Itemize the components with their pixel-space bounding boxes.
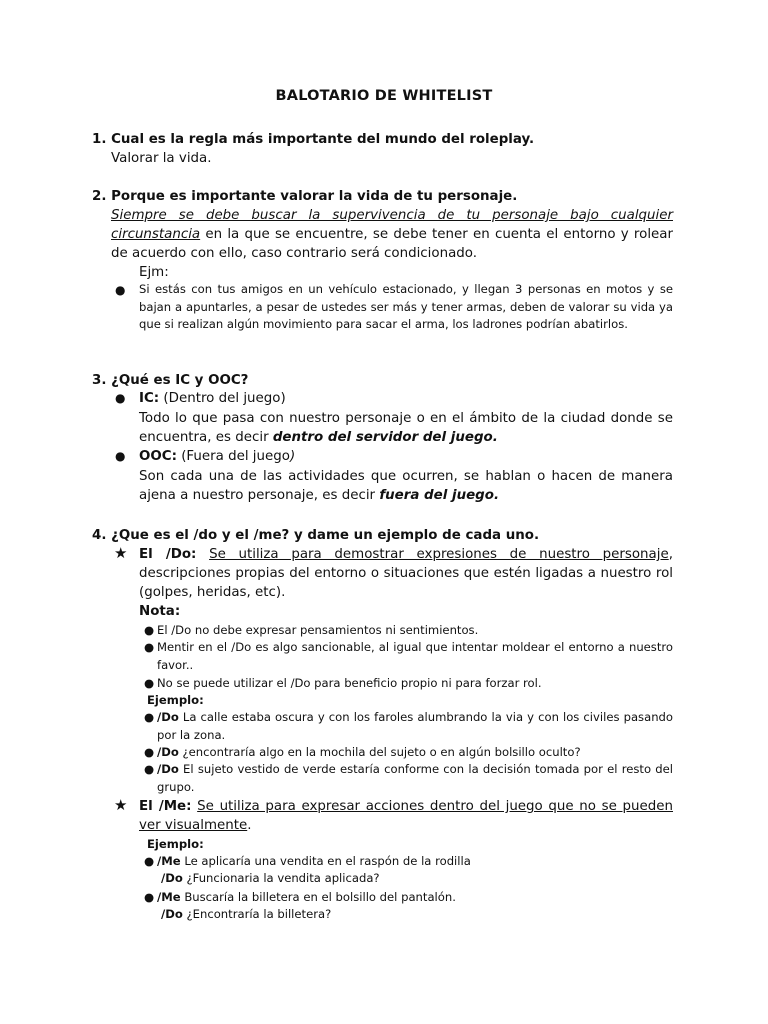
- do-definition: [139, 545, 673, 602]
- ooc-paren: ): [289, 449, 296, 464]
- me-example: [157, 889, 673, 907]
- star-icon: ★: [114, 544, 128, 562]
- ic-heading: [139, 389, 673, 408]
- me-example-followup-text: ¿Funcionaria la vendita aplicada?: [182, 871, 380, 885]
- ooc-text: [139, 467, 673, 505]
- me-example-followup: [161, 870, 673, 888]
- do-definition-underlined: Se utiliza para demostrar expresiones de nuestro personaje: [209, 547, 669, 562]
- answer-2-emphasis: Siempre se debe buscar la supervivencia de tu personaje bajo cualquier circunstancia: [111, 208, 673, 242]
- bullet-icon: ●: [144, 710, 155, 724]
- do-example-text: ¿encontraría algo en la mochila del sujeto o en algún bolsillo oculto?: [178, 745, 581, 759]
- question-2: 2. Porque es importante valorar la vida de tu personaje.: [92, 189, 518, 204]
- bullet-icon: ●: [115, 391, 126, 405]
- me-definition: [139, 797, 673, 835]
- ooc-term: OOC:: [139, 449, 177, 464]
- ooc-text-body: Son cada una de las actividades que ocurren, se hablan o hacen de manera ajena a nuestro personaje, es decir: [139, 469, 673, 503]
- cmd-do: /Do: [157, 762, 179, 776]
- answer-2-rest: en la que se encuentre, se debe tener en cuenta el entorno y rolear de acuerdo con ello, caso contrario será condicionado.: [111, 227, 673, 261]
- bullet-icon: ●: [144, 762, 155, 776]
- do-term: El /Do:: [139, 547, 197, 562]
- cmd-do: /Do: [161, 907, 183, 921]
- ic-definition: (Dentro del juego): [159, 391, 286, 406]
- ic-text: [139, 409, 673, 447]
- me-definition-rest: .: [247, 818, 252, 833]
- me-example-text: Buscaría la billetera en el bolsillo del pantalón.: [180, 890, 456, 904]
- cmd-me: /Me: [157, 890, 181, 904]
- ooc-definition: (Fuera del juego: [176, 449, 290, 464]
- cmd-do: /Do: [157, 710, 179, 724]
- example-label: Ejm:: [139, 265, 169, 280]
- answer-1: Valorar la vida.: [111, 151, 212, 166]
- nota-item: Mentir en el /Do es algo sancionable, al igual que intentar moldear el entorno a nuestro favor..: [157, 640, 673, 672]
- do-definition-rest: , descripciones propias del entorno o situaciones que estén ligadas a nuestro rol (golpes, heridas, etc).: [139, 547, 673, 600]
- cmd-me: /Me: [157, 854, 181, 868]
- ooc-text-emphasis: fuera del juego.: [379, 488, 500, 503]
- do-example-text: La calle estaba oscura y con los faroles alumbrando la via y con los civiles pasando por la zona.: [157, 710, 673, 742]
- ejemplo-label: Ejemplo:: [147, 693, 204, 707]
- do-example: [157, 744, 673, 762]
- me-example-text: Le aplicaría una vendita en el raspón de la rodilla: [180, 854, 471, 868]
- me-example: [157, 853, 673, 871]
- bullet-icon: ●: [144, 854, 155, 868]
- nota-item: El /Do no debe expresar pensamientos ni sentimientos.: [157, 623, 479, 637]
- me-definition-underlined: Se utiliza para expresar acciones dentro del juego que no se pueden ver visualmente: [139, 799, 673, 833]
- me-example-followup: [161, 906, 673, 924]
- bullet-icon: ●: [144, 890, 155, 904]
- ic-term: IC:: [139, 391, 160, 406]
- me-term: El /Me:: [139, 799, 192, 814]
- bullet-icon: ●: [144, 745, 155, 759]
- bullet-icon: ●: [115, 283, 126, 297]
- document-title: BALOTARIO DE WHITELIST: [275, 88, 493, 104]
- ic-text-emphasis: dentro del servidor del juego.: [272, 430, 498, 445]
- answer-2: [111, 206, 673, 263]
- ic-text-body: Todo lo que pasa con nuestro personaje o en el ámbito de la ciudad donde se encuentra, es decir: [139, 411, 673, 445]
- star-icon: ★: [114, 796, 128, 814]
- question-3: 3. ¿Qué es IC y OOC?: [92, 373, 249, 388]
- nota-item: No se puede utilizar el /Do para beneficio propio ni para forzar rol.: [157, 676, 542, 690]
- me-ejemplo-label: Ejemplo:: [147, 837, 204, 851]
- me-example-followup-text: ¿Encontraría la billetera?: [182, 907, 332, 921]
- nota-label: Nota:: [139, 604, 181, 619]
- cmd-do: /Do: [157, 745, 179, 759]
- cmd-do: /Do: [161, 871, 183, 885]
- do-example-text: El sujeto vestido de verde estaría conforme con la decisión tomada por el resto del grupo.: [157, 762, 673, 794]
- bullet-icon: ●: [144, 623, 155, 637]
- do-example: [157, 761, 673, 796]
- do-example: [157, 709, 673, 744]
- bullet-icon: ●: [115, 449, 126, 463]
- bullet-icon: ●: [144, 676, 155, 690]
- question-4: 4. ¿Que es el /do y el /me? y dame un ejemplo de cada uno.: [92, 528, 540, 543]
- question-1: 1. Cual es la regla más importante del mundo del roleplay.: [92, 132, 535, 147]
- ooc-heading: [139, 447, 673, 466]
- answer-2-example: Si estás con tus amigos en un vehículo estacionado, y llegan 3 personas en motos y se bajan a apuntarles, a pesar de ustedes ser más y tener armas, deben de valorar su vida ya que si realizan algún movimiento para sacar el arma, los ladrones podrían abatirlos.: [139, 282, 673, 331]
- bullet-icon: ●: [144, 640, 155, 654]
